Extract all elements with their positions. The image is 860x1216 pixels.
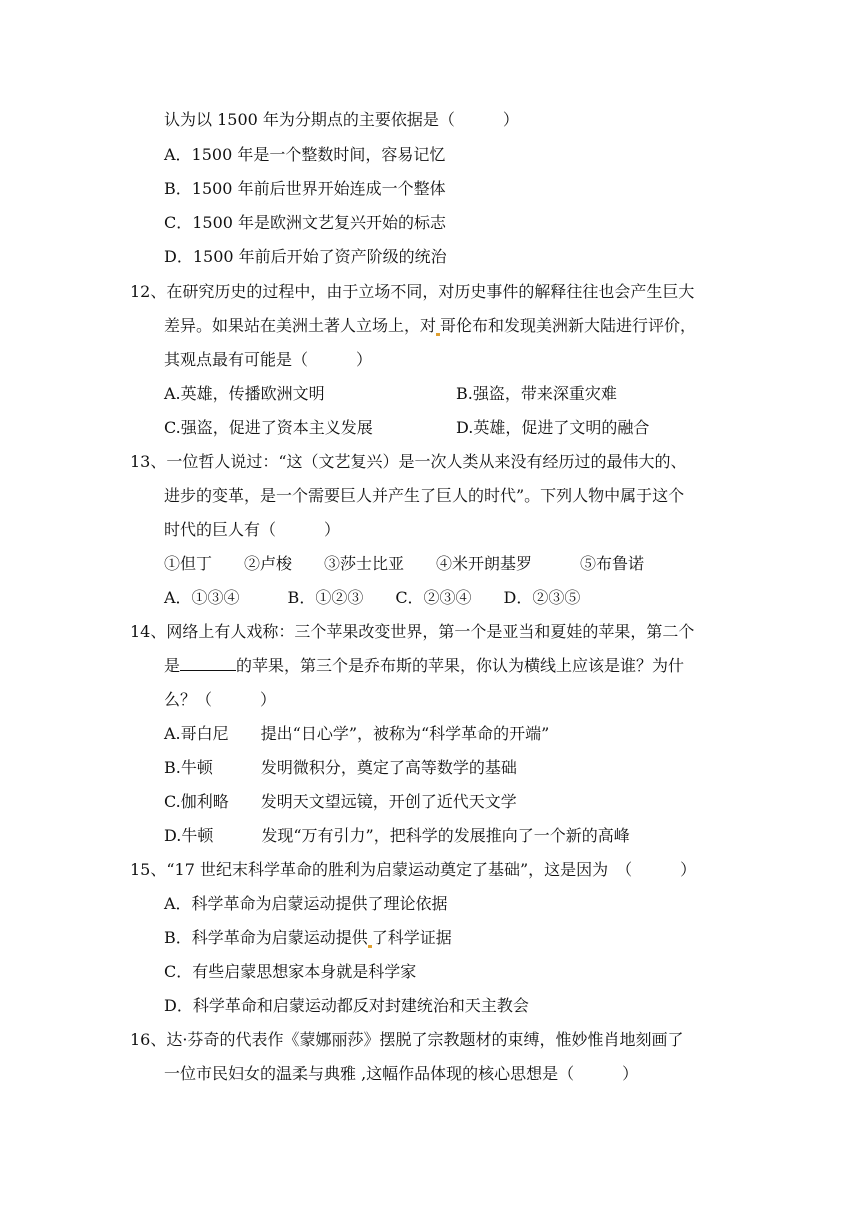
q13-line-2: 进步的变革，是一个需要巨人并产生了巨人的时代”。下列人物中属于这个 (164, 486, 685, 505)
q14-line-2b: 的苹果，第三个是乔布斯的苹果，你认为横线上应该是谁？为什 (236, 656, 685, 675)
q14-line-1: 14、网络上有人戏称：三个苹果改变世界，第一个是亚当和夏娃的苹果，第二个 (130, 622, 695, 641)
q15-option-c: C．有些启蒙思想家本身就是科学家 (164, 962, 417, 981)
fill-in-blank (180, 656, 236, 671)
q15-option-b-part2: 了科学证据 (371, 928, 452, 947)
q14-option-a: A.哥白尼 提出“日心学”，被称为“科学革命的开端” (164, 724, 550, 743)
q12-option-c: C.强盗，促进了资本主义发展 (164, 418, 373, 437)
q14-line-2a: 是 (164, 656, 181, 675)
q14-line-3: 么？（ ） (164, 690, 277, 709)
q11-option-b: B．1500 年前后世界开始连成一个整体 (164, 179, 446, 198)
q15-option-d: D．科学革命和启蒙运动都反对封建统治和天主教会 (164, 996, 529, 1015)
q14-line-2 (164, 656, 684, 676)
q13-options: A．①③④ B．①②③ C．②③④ D．②③⑤ (164, 588, 581, 607)
q15-option-a: A．科学革命为启蒙运动提供了理论依据 (164, 894, 448, 913)
q15-option-b (164, 928, 452, 948)
q12-line-1: 12、在研究历史的过程中，由于立场不同，对历史事件的解释往往也会产生巨大 (130, 282, 695, 301)
q12-option-d: D.英雄，促进了文明的融合 (456, 418, 650, 437)
q12-line-2b: 哥伦布和发现美洲新大陆进行评价， (440, 316, 697, 335)
q12-line-2 (164, 316, 696, 336)
q16-line-2: 一位市民妇女的温柔与典雅 ,这幅作品体现的核心思想是（ ） (164, 1064, 639, 1083)
q13-people: ①但丁 ②卢梭 ③莎士比亚 ④米开朗基罗 ⑤布鲁诺 (164, 554, 645, 573)
q12-line-3: 其观点最有可能是（ ） (164, 350, 373, 369)
q15-line-1: 15、“17 世纪末科学革命的胜利为启蒙运动奠定了基础”，这是因为 （ ） (130, 860, 697, 879)
q11-option-d: D．1500 年前后开始了资产阶级的统治 (164, 247, 447, 266)
q11-option-c: C．1500 年是欧洲文艺复兴开始的标志 (164, 213, 447, 232)
q15-option-b-part1: B．科学革命为启蒙运动提供 (164, 928, 368, 947)
q12-option-b: B.强盗，带来深重灾难 (456, 384, 617, 403)
q11-option-a: A．1500 年是一个整数时间，容易记忆 (164, 145, 446, 164)
q14-option-c: C.伽利略 发明天文望远镜，开创了近代天文学 (164, 792, 517, 811)
q12-option-a: A.英雄，传播欧洲文明 (164, 384, 325, 403)
q14-option-b: B.牛顿 发明微积分，奠定了高等数学的基础 (164, 758, 517, 777)
q13-line-1: 13、一位哲人说过：“这（文艺复兴）是一次人类从来没有经历过的最伟大的、 (130, 452, 687, 471)
q16-line-1: 16、达·芬奇的代表作《蒙娜丽莎》摆脱了宗教题材的束缚，惟妙惟肖地刻画了 (130, 1030, 684, 1049)
q11-stem-tail: 认为以 1500 年为分期点的主要依据是（ ） (164, 110, 519, 129)
q14-option-d: D.牛顿 发现“万有引力”，把科学的发展推向了一个新的高峰 (164, 826, 630, 845)
q12-line-2a: 差异。如果站在美洲土著人立场上，对 (164, 316, 437, 335)
q13-line-3: 时代的巨人有（ ） (164, 520, 341, 539)
